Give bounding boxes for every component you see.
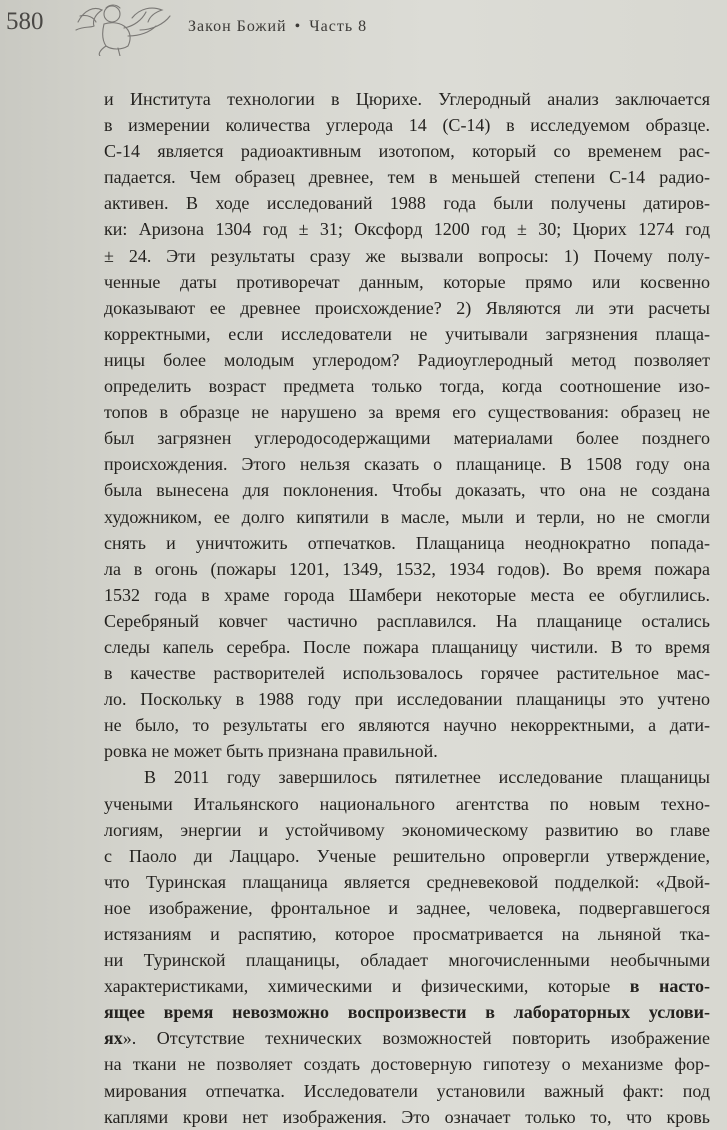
bold-text-line: ящее время невозможно воспроизвести в лабораторных услови- [104, 1002, 710, 1023]
text-line: топов в образце не нарушено за время его существования: образец не [104, 402, 710, 423]
text-line: активен. В ходе исследований 1988 года были получены датиров- [104, 193, 710, 214]
text-line: ное изображение, фронтальное и заднее, человека, подвергавшегося [104, 897, 710, 918]
text-line: корректными, если исследователи не учитывали загрязнения плаща- [104, 323, 710, 344]
running-head [188, 18, 367, 36]
part-label: Часть 8 [309, 18, 368, 35]
text-line: что Туринская плащаница является средневековой подделкой: «Двой- [104, 871, 710, 892]
text-line-mixed [104, 1025, 710, 1051]
text-line: учеными Итальянского национального агентства по новым техно- [104, 793, 710, 814]
bold-fragment: в насто- [629, 976, 710, 997]
text-line: художником, ее долго кипятили в масле, мыли и терли, но не смогли [104, 506, 710, 527]
text-line: в измерении количества углерода 14 (С-14) в исследуемом образце. [104, 115, 710, 136]
text-line: ни Туринской плащаницы, обладает многочисленными необычными [104, 950, 710, 971]
text-line: в качестве растворителей использовалось горячее растительное мас- [104, 663, 710, 684]
text-line: снять и уничтожить отпечатков. Плащаница неоднократно попада- [104, 532, 710, 553]
text-line: ченные даты противоречат данным, которые прямо или косвенно [104, 271, 710, 292]
text-line: ки: Аризона 1304 год ± 31; Оксфорд 1200 год ± 30; Цюрих 1274 год [104, 219, 710, 240]
angel-ornament-icon [70, 0, 190, 56]
text-line: доказывают ее древнее происхождение? 2) Являются ли эти расчеты [104, 297, 710, 318]
text-line: С-14 является радиоактивным изотопом, который со временем рас- [104, 141, 710, 162]
page-number: 580 [6, 8, 44, 35]
text-line: происхождения. Этого нельзя сказать о плащанице. В 1508 году она [104, 454, 710, 475]
text-line: и Института технологии в Цюрихе. Углеродный анализ заключается [104, 89, 710, 109]
text-line: логиям, энергии и устойчивому экономическому развитию во главе [104, 819, 710, 840]
text-line: не было, то результаты его являются научно некорректными, а дати- [104, 715, 710, 736]
text-line: ло. Поскольку в 1988 году при исследовании плащаницы это учтено [104, 689, 710, 710]
text-line-mixed [104, 973, 710, 999]
text-line: каплями крови нет изображения. Это означает только то, что кровь [104, 1106, 710, 1127]
header-separator: • [294, 18, 302, 35]
text-line: определить возраст предмета только тогда, когда соотношение изо- [104, 376, 710, 397]
text-line: мирования отпечатка. Исследователи установили важный факт: под [104, 1080, 710, 1101]
body-text [104, 86, 710, 1130]
text-fragment: характеристиками, химическими и физическими, которые [104, 976, 630, 997]
text-line: с Паоло ди Лаццаро. Ученые решительно опровергли утверждение, [104, 845, 710, 866]
text-fragment: ». Отсутствие технических возможностей повторить изображение [122, 1028, 710, 1049]
text-line: был загрязнен углеродосодержащими материалами более позднего [104, 428, 710, 449]
text-line: следы капель серебра. После пожара плащаницу чистили. В то время [104, 636, 710, 657]
text-line: истязаниям и распятию, которое просматривается на льняной тка- [104, 924, 710, 944]
page-header [0, 0, 727, 60]
text-line: Серебряный ковчег частично расплавился. На плащанице остались [104, 610, 710, 631]
text-line: ницы более молодым углеродом? Радиоуглеродный метод позволяет [104, 349, 710, 370]
text-line: 1532 года в храме города Шамбери некоторые места ее обуглились. [104, 584, 710, 605]
bold-fragment: ях [104, 1028, 123, 1049]
text-line: ± 24. Эти результаты сразу же вызвали вопросы: 1) Почему полу- [104, 245, 710, 266]
text-line: падается. Чем образец древнее, тем в меньшей степени С-14 радио- [104, 167, 710, 188]
text-line: ла в огонь (пожары 1201, 1349, 1532, 1934 годов). Во время пожара [104, 558, 710, 579]
text-line: ровка не может быть признана правильной. [104, 741, 438, 762]
text-line: была вынесена для поклонения. Чтобы доказать, что она не создана [104, 480, 710, 501]
paragraph-first-line: В 2011 году завершилось пятилетнее исследование плащаницы [144, 767, 710, 788]
text-line: на ткани не позволяет создать достоверную гипотезу о механизме фор- [104, 1054, 710, 1075]
book-title: Закон Божий [188, 18, 287, 35]
